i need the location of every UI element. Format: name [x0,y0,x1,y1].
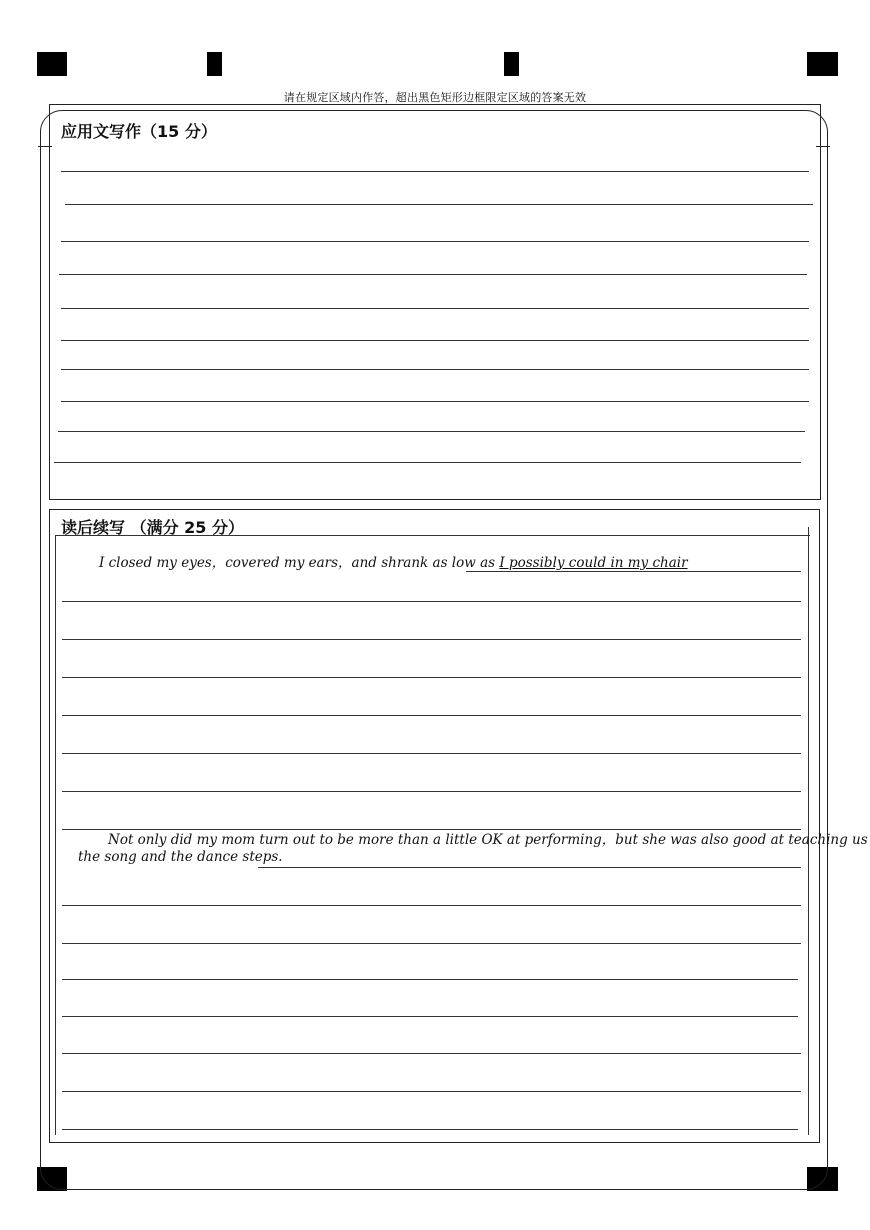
answer-line[interactable] [62,1129,798,1130]
answer-line[interactable] [61,241,809,242]
section-practical-writing-title: 应用文写作（15 分） [61,122,217,141]
answer-line[interactable] [62,677,801,678]
paragraph2-opening-line2: the song and the dance steps. [78,849,283,865]
paragraph2-opening-line1: Not only did my mom turn out to be more than a little OK at performing，but she was also good at teaching us [108,832,868,848]
registration-mark-top-left [37,52,67,76]
registration-mark-top-right [807,52,838,76]
inner-border-right [808,527,809,1135]
registration-mark-top-mid-left [207,52,222,76]
answer-line[interactable] [62,979,798,980]
answer-line[interactable] [62,905,801,906]
answer-area-notice: 请在规定区域内作答，超出黑色矩形边框限定区域的答案无效 [283,91,587,104]
section-practical-writing-box [49,104,821,500]
paragraph1-opening [99,555,688,572]
answer-line[interactable] [61,171,809,172]
answer-line[interactable] [61,401,809,402]
answer-line[interactable] [61,369,809,370]
section-title-rule [55,535,810,536]
answer-line[interactable] [466,571,801,572]
answer-line[interactable] [62,601,801,602]
section-continuation-writing-box [49,509,820,1143]
inner-border-left [55,535,56,1135]
answer-line[interactable] [62,1016,798,1017]
section-continuation-writing-title: 读后续写 （满分 25 分） [61,518,244,537]
answer-line[interactable] [54,462,801,463]
answer-line[interactable] [61,340,809,341]
answer-line[interactable] [59,274,807,275]
answer-line[interactable] [62,1091,801,1092]
answer-line[interactable] [62,639,801,640]
answer-line[interactable] [62,943,801,944]
paragraph1-opening-text: I closed my eyes，covered my ears，and shrank as low as [99,555,500,571]
answer-line[interactable] [62,715,801,716]
answer-line[interactable] [62,829,801,830]
answer-line[interactable] [258,867,801,868]
registration-mark-top-mid-right [504,52,519,76]
answer-line[interactable] [62,1053,801,1054]
answer-line[interactable] [62,791,801,792]
paragraph1-opening-underlined: I possibly could in my chair [499,555,688,571]
answer-line[interactable] [65,204,813,205]
answer-line[interactable] [61,308,809,309]
answer-line[interactable] [58,431,805,432]
answer-line[interactable] [62,753,801,754]
